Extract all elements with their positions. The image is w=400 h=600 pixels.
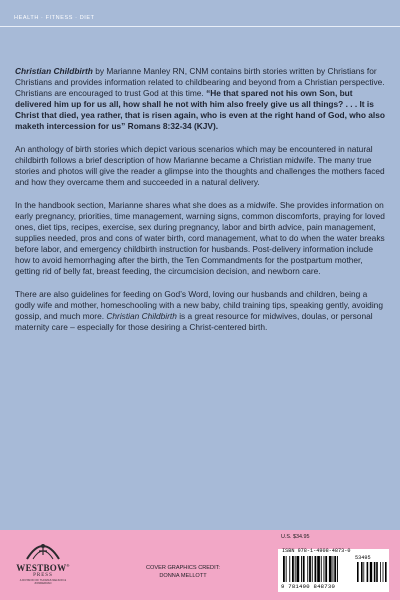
scripture-quote: “He that spared not his own Son, but delivered him up for us all, how shall he not with him also freely give us all things? . . . It is Christ that died, yea rather, that is risen again, who is even at the right hand of God, who also maketh intercession for us” Romans 8:32-34 (KJV).	[15, 87, 385, 131]
publisher-name: WESTBOW®	[16, 563, 70, 573]
ean-addon: 53495	[355, 555, 371, 561]
book-title-inline: Christian Childbirth	[106, 310, 177, 321]
price-label: U.S. $34.95	[281, 534, 310, 540]
description-paragraph-2: An anthology of birth stories which depict various scenarios which may be encountered in natural childbirth follows a brief description of how Marianne became a Christian midwife. The many true stories and photos will give the reader a glimpse into the thoughts and challenges the mothers faced and how they overcame them and succeeded in a natural delivery.	[15, 143, 385, 187]
cover-credit	[138, 565, 228, 580]
credit-name: DONNA MELLOTT	[159, 572, 207, 579]
category-label: HEALTH · FITNESS · DIET	[14, 15, 95, 21]
publisher-press: PRESS	[33, 573, 53, 578]
credit-label: COVER GRAPHICS CREDIT:	[146, 565, 220, 571]
closing-text: is a great resource for midwives, doulas, or personal maternity care – especially for those desiring a Christ-centered birth.	[15, 310, 373, 332]
ean-digits: 9 781490 848730	[281, 583, 336, 590]
description-paragraph-4	[15, 289, 387, 333]
description-paragraph-1	[15, 66, 387, 131]
westbow-arch-icon	[21, 537, 65, 561]
barcode-icon	[283, 556, 387, 584]
isbn-text: ISBN 978-1-4908-4873-0	[282, 548, 351, 554]
top-band	[0, 0, 400, 14]
book-title: Christian Childbirth	[15, 66, 93, 76]
guidelines-text: There are also guidelines for feeding on God’s Word, loving our husbands and children, being a godly wife and mother, homeschooling with a new baby, child training tips, speaking gently, avoiding gossip, and much more.	[15, 288, 383, 321]
description-paragraph-3: In the handbook section, Marianne shares what she does as a midwife. She provides information on early pregnancy, priorities, time management, warning signs, common discomforts, praying for loved ones, diet tips, recipes, exercise, sex during pregnancy, labor and birth advice, pain management, supplies needed, pros and cons of water birth, cord management, what to do when the water breaks before labor, and emergency childbirth instruction for husbands. Post-delivery information include how to avoid hemorrhaging after the birth, the Ten Commandments for the postpartum mother, getting rid of belly fat, breast feeding, the circumcision decision, and newborn care.	[15, 200, 385, 276]
publisher-tagline: A DIVISION OF THOMAS NELSON & ZONDERVAN	[19, 579, 67, 585]
header-divider	[0, 26, 400, 27]
back-cover-description	[15, 66, 387, 345]
publisher-logo	[12, 537, 74, 589]
intro-text: by Marianne Manley RN, CNM contains birth stories written by Christians for Christians and provides information related to childbearing and beyond from a Christian perspective. Christians are encouraged to trust God at this time.	[15, 66, 385, 98]
